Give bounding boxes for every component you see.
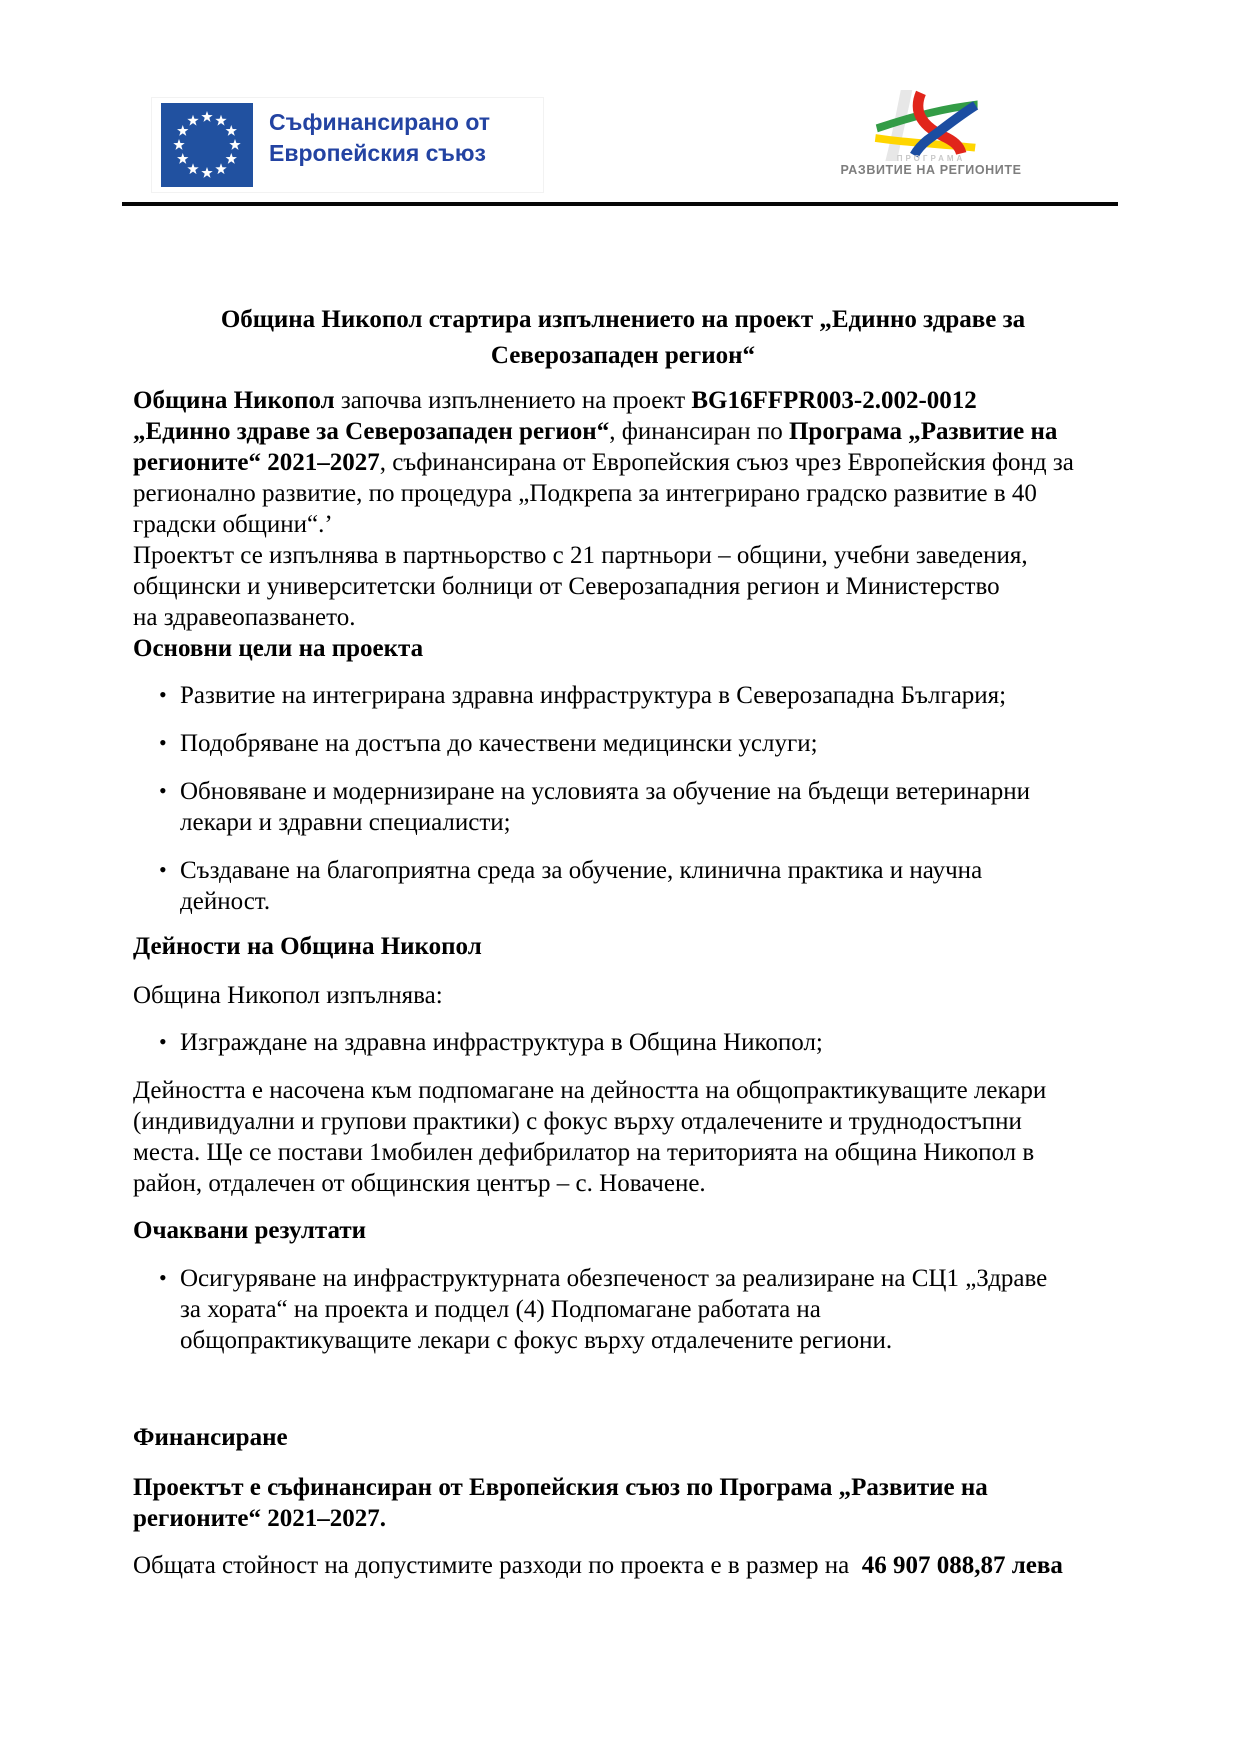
eu-logo-text xyxy=(269,107,539,169)
text-line xyxy=(133,540,1113,571)
text-line xyxy=(133,1503,1113,1534)
eu-flag-icon xyxy=(161,103,253,187)
text-segment: Обновяване и модернизиране на условията за обучение на бъдещи ветеринарни xyxy=(180,778,1030,805)
eu-cofunded-logo xyxy=(151,97,544,193)
bold-text-segment: 46 907 088,87 лева xyxy=(855,1552,1063,1579)
bold-text-segment: Финансиране xyxy=(133,1424,288,1451)
text-line xyxy=(133,302,1113,338)
bullet-list xyxy=(133,1263,1113,1356)
text-segment: общински и университетски болници от Северозападния регион и Министерство xyxy=(133,573,1000,600)
text-segment: за хората“ на проекта и подцел (4) Подпомагане работата на xyxy=(180,1296,821,1323)
text-segment: Осигуряване на инфраструктурната обезпеченост за реализиране на СЦ1 „Здраве xyxy=(180,1265,1048,1292)
section-heading xyxy=(133,1215,1113,1246)
bullet-list xyxy=(133,1027,1113,1058)
text-segment: започва изпълнението на проект xyxy=(334,387,692,414)
bold-text-segment: Програма „Развитие на xyxy=(788,418,1058,445)
text-segment: , финансиран по xyxy=(609,418,789,445)
text-line xyxy=(133,1106,1113,1137)
text-segment: Развитие на интегрирана здравна инфраструктура в Северозападна България; xyxy=(180,682,1007,709)
program-logo-bottom-label: РАЗВИТИЕ НА РЕГИОНИТЕ xyxy=(840,163,1022,177)
list-item xyxy=(133,1263,1113,1356)
text-line xyxy=(133,447,1113,478)
text-line xyxy=(180,680,1113,711)
paragraph xyxy=(133,385,1113,633)
text-line xyxy=(133,1422,1113,1453)
text-line xyxy=(133,478,1113,509)
list-item xyxy=(133,776,1113,838)
text-segment: Изграждане на здравна инфраструктура в Община Никопол; xyxy=(180,1029,823,1056)
text-line xyxy=(133,416,1113,447)
text-segment: места. Ще се постави 1мобилен дефибрилатор на територията на община Никопол в xyxy=(133,1139,1035,1166)
text-segment: общопрактикуващите лекари с фокус върху отдалечените региони. xyxy=(180,1327,893,1354)
text-line xyxy=(133,571,1113,602)
bullet-icon: • xyxy=(159,778,167,803)
text-segment: район, отдалечен от общинския център – с. Новачене. xyxy=(133,1170,706,1197)
bold-text-segment: Община Никопол xyxy=(133,387,335,414)
bold-text-segment: регионите“ 2021–2027 xyxy=(133,449,380,476)
bold-text-segment: Проектът е съфинансиран от Европейския съюз по Програма „Развитие на xyxy=(133,1474,988,1501)
text-line xyxy=(133,931,1113,962)
paragraph xyxy=(133,1550,1113,1581)
text-line xyxy=(180,886,1113,917)
text-segment: Дейността е насочена към подпомагане на дейността на общопрактикуващите лекари xyxy=(133,1077,1047,1104)
text-line xyxy=(133,633,1113,664)
bold-text-segment: Дейности на Община Никопол xyxy=(133,933,482,960)
bullet-icon: • xyxy=(159,730,167,755)
text-line xyxy=(180,807,1113,838)
list-item xyxy=(133,680,1113,711)
section-heading xyxy=(133,931,1113,962)
text-line xyxy=(133,602,1113,633)
text-segment: Общата стойност на допустимите разходи по проекта е в размер на xyxy=(133,1552,856,1579)
text-line xyxy=(180,855,1113,886)
text-segment: Проектът се изпълнява в партньорство с 21 партньори – общини, учебни заведения, xyxy=(133,542,1028,569)
text-segment: дейност. xyxy=(180,888,271,915)
bold-text-segment: BG16FFPR003-2.002-0012 xyxy=(691,387,977,414)
text-line xyxy=(180,1263,1113,1294)
paragraph xyxy=(133,1472,1113,1534)
text-line xyxy=(133,385,1113,416)
paragraph xyxy=(133,1075,1113,1199)
document-body xyxy=(133,299,1113,1581)
text-line xyxy=(133,1215,1113,1246)
text-segment: градски общини“.’ xyxy=(133,511,333,538)
bullet-icon: • xyxy=(159,1029,167,1054)
text-segment: Подобряване на достъпа до качествени медицински услуги; xyxy=(180,730,818,757)
eu-logo-text-line2: Европейския съюз xyxy=(269,140,486,166)
text-line xyxy=(180,1027,1113,1058)
text-line xyxy=(133,1075,1113,1106)
text-segment: регионално развитие, по процедура „Подкрепа за интегрирано градско развитие в 40 xyxy=(133,480,1037,507)
bold-text-segment: Очаквани резултати xyxy=(133,1217,367,1244)
text-line xyxy=(133,1137,1113,1168)
text-line xyxy=(180,1325,1113,1356)
text-line xyxy=(180,1294,1113,1325)
text-segment: (индивидуални и групови практики) с фокус върху отдалечените и труднодостъпни xyxy=(133,1108,1022,1135)
paragraph xyxy=(133,980,1113,1011)
bold-text-segment: „Единно здраве за Северозападен регион“ xyxy=(133,418,610,445)
list-item xyxy=(133,728,1113,759)
text-segment: лекари и здравни специалисти; xyxy=(180,809,511,836)
program-logo-top-label: ПРОГРАМА xyxy=(896,154,966,163)
text-segment: Община Никопол изпълнява: xyxy=(133,982,443,1009)
list-item xyxy=(133,1027,1113,1058)
text-line xyxy=(133,1550,1113,1581)
text-segment: , съфинансирана от Европейския съюз чрез Европейския фонд за xyxy=(379,449,1074,476)
page-title xyxy=(133,299,1113,374)
text-line xyxy=(180,728,1113,759)
section-heading xyxy=(133,633,1113,664)
text-segment: на здравеопазването. xyxy=(133,604,356,631)
bullet-icon: • xyxy=(159,857,167,882)
bold-text-segment: Община Никопол стартира изпълнението на проект „Единно здраве за xyxy=(220,306,1026,333)
bullet-icon: • xyxy=(159,1265,167,1290)
text-line xyxy=(133,980,1113,1011)
regions-development-program-logo xyxy=(826,88,1036,183)
text-line xyxy=(133,509,1113,540)
bullet-list xyxy=(133,680,1113,917)
list-item xyxy=(133,855,1113,917)
section-heading xyxy=(133,1422,1113,1453)
header-divider-line xyxy=(122,202,1118,206)
bold-text-segment: регионите“ 2021–2027. xyxy=(133,1505,386,1532)
bullet-icon: • xyxy=(159,682,167,707)
bold-text-segment: Основни цели на проекта xyxy=(133,635,424,662)
text-line xyxy=(180,776,1113,807)
eu-logo-text-line1: Съфинансирано от xyxy=(269,109,491,135)
text-segment: Създаване на благоприятна среда за обучение, клинична практика и научна xyxy=(180,857,983,884)
text-line xyxy=(133,1168,1113,1199)
text-line xyxy=(133,1472,1113,1503)
text-line xyxy=(133,338,1113,374)
program-ribbons-icon xyxy=(854,90,984,162)
bold-text-segment: Северозападен регион“ xyxy=(490,342,756,369)
